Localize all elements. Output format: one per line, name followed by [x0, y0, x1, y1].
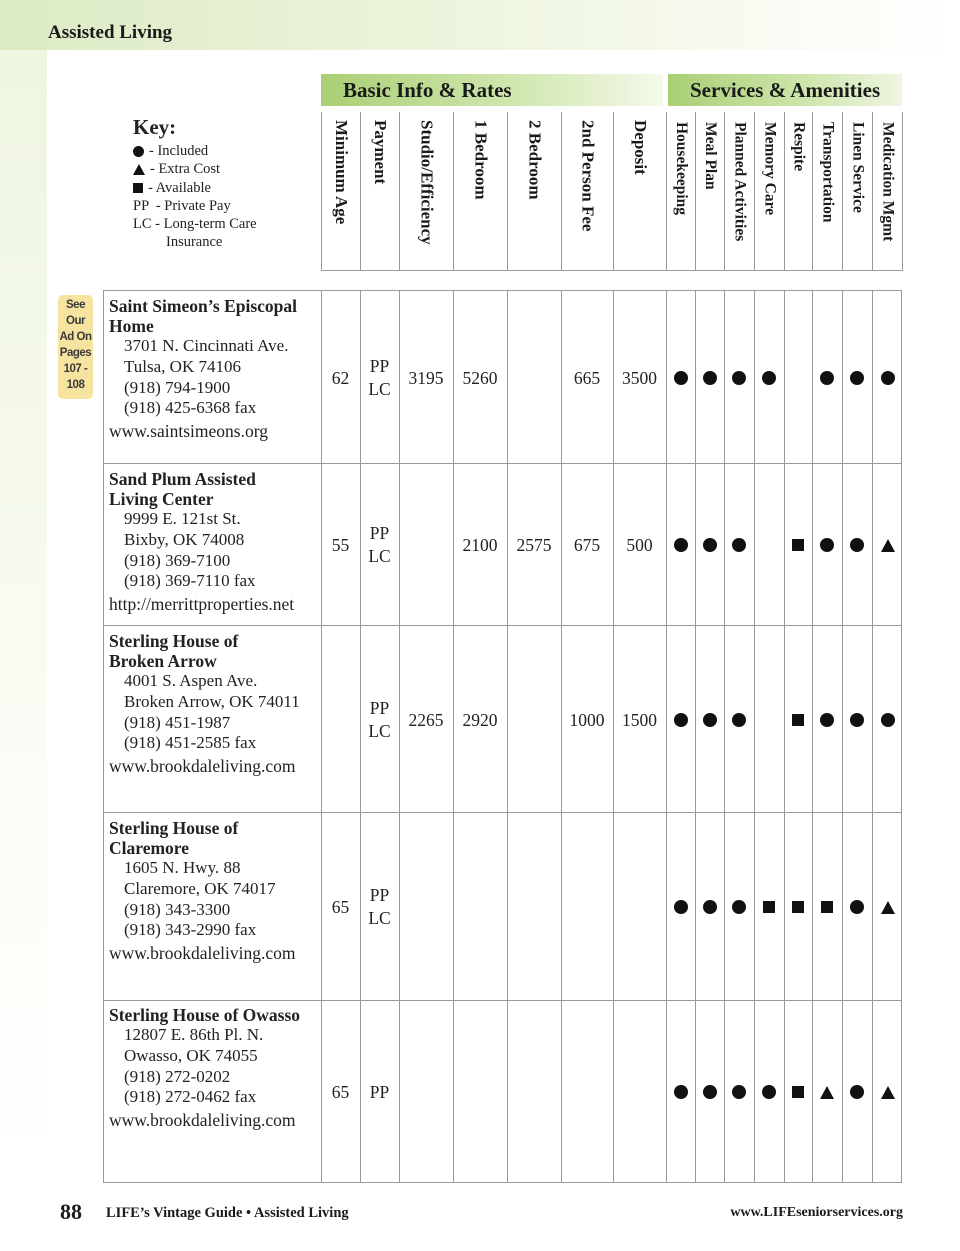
service-cell	[666, 710, 695, 730]
extra-cost-triangle-icon	[881, 539, 895, 552]
see-ad-line: Our	[66, 315, 85, 327]
facility-entry	[109, 818, 295, 964]
facility-phone: (918) 451-1987	[124, 712, 231, 732]
service-cell	[695, 1082, 724, 1102]
see-ad-line: Ad On	[59, 331, 92, 343]
included-dot-icon	[674, 538, 688, 552]
one-bedroom-rate-cell: 2100	[462, 534, 498, 555]
service-cell	[842, 1082, 872, 1102]
included-dot-icon	[732, 1085, 746, 1099]
facility-city: Claremore, OK 74017	[124, 878, 276, 898]
service-cell	[872, 535, 903, 555]
column-header-label: Linen Service	[849, 122, 867, 213]
service-cell	[754, 368, 784, 388]
deposit-cell: 500	[626, 534, 653, 555]
available-square-icon	[763, 901, 775, 913]
see-ad-line: 107 -	[63, 363, 88, 375]
key-lc: LC - Long-term Care	[133, 216, 257, 233]
legend-key	[133, 115, 257, 252]
facility-address: 12807 E. 86th Pl. N.	[124, 1025, 264, 1044]
table-column-divider	[784, 290, 785, 1183]
min-age-cell: 65	[331, 896, 350, 917]
column-header-label: Transportation	[819, 122, 837, 223]
table-row-divider	[103, 812, 902, 813]
service-cell	[666, 1082, 695, 1102]
payment-cell	[360, 697, 399, 743]
service-cell	[695, 535, 724, 555]
payment-type: PP	[369, 698, 390, 718]
facility-name: Sterling House of	[109, 818, 239, 838]
included-dot-icon	[703, 1085, 717, 1099]
facility-fax: (918) 272-0462 fax	[124, 1087, 257, 1107]
facility-phone: (918) 272-0202	[124, 1066, 231, 1086]
available-square-icon	[792, 714, 804, 726]
facility-fax: (918) 425-6368 fax	[124, 398, 257, 418]
facility-phone: (918) 369-7100	[124, 550, 231, 570]
service-cell	[872, 1082, 903, 1102]
included-dot-icon	[820, 713, 834, 727]
service-cell	[666, 368, 695, 388]
payment-cell	[360, 355, 399, 401]
footer-url: www.LIFEseniorservices.org	[730, 1205, 903, 1220]
column-header-planned-activities	[724, 112, 754, 270]
facility-website-link[interactable]: www.brookdaleliving.com	[109, 943, 296, 964]
table-column-divider	[812, 290, 813, 1183]
included-dot-icon	[762, 371, 776, 385]
included-dot-icon	[703, 900, 717, 914]
column-header-label: Medication Mgmt	[879, 122, 897, 242]
facility-address: 9999 E. 121st St.	[124, 509, 241, 528]
column-header-minimum-age	[321, 112, 360, 270]
payment-cell	[360, 1081, 399, 1104]
service-cell	[842, 368, 872, 388]
key-title: Key:	[133, 115, 177, 139]
available-square-icon	[792, 1086, 804, 1098]
facility-website-link[interactable]: www.saintsimeons.org	[109, 421, 268, 442]
column-header-label: 2 Bedroom	[525, 120, 545, 200]
service-cell	[666, 535, 695, 555]
column-header-housekeeping	[666, 112, 695, 270]
included-dot-icon	[732, 713, 746, 727]
service-cell	[784, 710, 812, 730]
included-dot-icon	[850, 713, 864, 727]
column-header-label: Studio/Efficiency	[417, 120, 437, 245]
included-dot-icon	[850, 900, 864, 914]
service-cell	[812, 897, 842, 917]
facility-website-link[interactable]: www.brookdaleliving.com	[109, 1110, 296, 1131]
facility-entry	[109, 1005, 300, 1131]
column-header-meal-plan	[695, 112, 724, 270]
facility-address: 1605 N. Hwy. 88	[124, 858, 241, 877]
service-cell	[666, 897, 695, 917]
one-bedroom-rate-cell: 2920	[462, 709, 498, 730]
second-person-fee-cell: 665	[573, 367, 601, 388]
service-cell	[872, 897, 903, 917]
two-bedroom-rate-cell: 2575	[516, 534, 552, 555]
included-dot-icon	[732, 538, 746, 552]
service-cell	[842, 897, 872, 917]
facility-name-cont: Living Center	[109, 489, 214, 509]
column-header-respite	[784, 112, 812, 270]
table-row-divider	[103, 625, 902, 626]
table-column-divider	[507, 290, 508, 1183]
included-dot-icon	[732, 900, 746, 914]
available-square-icon	[792, 539, 804, 551]
table-row-divider	[103, 463, 902, 464]
facility-entry	[109, 631, 300, 777]
included-dot-icon	[732, 371, 746, 385]
table-column-divider	[666, 290, 667, 1183]
payment-cell	[360, 522, 399, 568]
service-cell	[812, 535, 842, 555]
included-dot-icon	[674, 1085, 688, 1099]
column-header-medication-mgmt	[872, 112, 903, 270]
service-cell	[695, 710, 724, 730]
column-header-label: Minimum Age	[332, 120, 351, 225]
facility-website-link[interactable]: www.brookdaleliving.com	[109, 756, 296, 777]
header-bottom-rule	[321, 270, 903, 271]
key-lc-insurance: Insurance	[166, 234, 223, 251]
extra-cost-triangle-icon	[881, 901, 895, 914]
extra-cost-triangle-icon	[820, 1086, 834, 1099]
column-header-label: Memory Care	[761, 122, 779, 216]
included-dot-icon	[820, 371, 834, 385]
extra-cost-triangle-icon	[133, 164, 145, 175]
included-dot-icon	[881, 371, 895, 385]
facility-name: Sterling House of	[109, 631, 239, 651]
column-header-label: Payment	[371, 120, 390, 185]
facility-entry	[109, 296, 297, 442]
table-column-divider	[695, 290, 696, 1183]
included-dot-icon	[850, 1085, 864, 1099]
table-column-divider	[561, 290, 562, 1183]
table-row-divider	[103, 1000, 902, 1001]
key-extra-cost: - Extra Cost	[150, 161, 221, 178]
basic-info-header: Basic Info & Rates	[321, 74, 663, 106]
service-cell	[724, 710, 754, 730]
included-dot-icon	[762, 1085, 776, 1099]
facility-fax: (918) 369-7110 fax	[124, 571, 256, 591]
second-person-fee-cell: 1000	[569, 709, 605, 730]
studio-rate-cell: 3195	[408, 367, 444, 388]
included-dot-icon	[674, 900, 688, 914]
included-dot-icon	[820, 538, 834, 552]
facility-name-cont: Broken Arrow	[109, 651, 217, 671]
facility-entry	[109, 469, 294, 615]
service-cell	[784, 535, 812, 555]
included-dot-icon	[703, 713, 717, 727]
service-cell	[724, 535, 754, 555]
column-header-label: Deposit	[631, 120, 650, 175]
available-square-icon	[133, 183, 143, 193]
facility-phone: (918) 343-3300	[124, 899, 231, 919]
service-cell	[724, 368, 754, 388]
table-column-divider	[842, 290, 843, 1183]
column-header-studio	[399, 112, 453, 270]
column-header-label: Meal Plan	[702, 122, 719, 190]
facility-name: Sterling House of Owasso	[109, 1005, 301, 1025]
table-column-divider	[613, 290, 614, 1183]
studio-rate-cell: 2265	[408, 709, 444, 730]
table-column-divider	[399, 290, 400, 1183]
included-dot-icon	[703, 538, 717, 552]
extra-cost-triangle-icon	[881, 1086, 895, 1099]
table-column-divider	[453, 290, 454, 1183]
facility-name: Saint Simeon’s Episcopal	[109, 296, 298, 316]
service-cell	[695, 368, 724, 388]
service-cell	[872, 710, 903, 730]
service-cell	[842, 535, 872, 555]
facility-name: Sand Plum Assisted	[109, 469, 256, 489]
facility-city: Tulsa, OK 74106	[124, 356, 241, 376]
key-available: - Available	[148, 179, 211, 196]
see-ad-line: Pages	[59, 347, 92, 359]
see-ad-badge[interactable]	[58, 295, 93, 399]
second-person-fee-cell: 675	[573, 534, 601, 555]
service-cell	[754, 1082, 784, 1102]
payment-type: PP	[369, 523, 390, 543]
column-header-two-bedroom	[507, 112, 561, 270]
side-decor-band	[0, 50, 47, 1180]
service-cell	[724, 897, 754, 917]
facility-name-cont: Home	[109, 316, 154, 336]
key-pp: PP - Private Pay	[133, 197, 231, 214]
included-dot-icon	[850, 371, 864, 385]
payment-type: LC	[368, 546, 391, 566]
services-header: Services & Amenities	[668, 74, 902, 106]
service-cell	[724, 1082, 754, 1102]
service-cell	[784, 897, 812, 917]
available-square-icon	[821, 901, 833, 913]
included-dot-icon	[674, 371, 688, 385]
included-dot-icon	[703, 371, 717, 385]
facility-fax: (918) 451-2585 fax	[124, 733, 257, 753]
deposit-cell: 3500	[622, 367, 657, 388]
service-cell	[812, 368, 842, 388]
column-header-transportation	[812, 112, 842, 270]
column-header-label: Planned Activities	[731, 122, 749, 242]
payment-type: PP	[369, 1081, 390, 1102]
facility-address: 4001 S. Aspen Ave.	[124, 671, 258, 690]
column-header-one-bedroom	[453, 112, 507, 270]
service-cell	[784, 1082, 812, 1102]
facility-city: Bixby, OK 74008	[124, 529, 245, 549]
included-dot-icon	[133, 146, 144, 157]
included-dot-icon	[674, 713, 688, 727]
table-column-divider	[754, 290, 755, 1183]
column-header-payment	[360, 112, 399, 270]
section-title: Assisted Living	[48, 22, 173, 43]
facility-name-cont: Claremore	[109, 838, 190, 858]
service-cell	[695, 897, 724, 917]
column-header-memory-care	[754, 112, 784, 270]
column-header-label: 2nd Person Fee	[578, 120, 598, 232]
column-header-label: Housekeeping	[673, 122, 690, 216]
column-header-linen-service	[842, 112, 872, 270]
footer-title: LIFE’s Vintage Guide • Assisted Living	[106, 1205, 349, 1221]
payment-type: LC	[368, 721, 391, 741]
payment-type: LC	[368, 908, 391, 928]
service-cell	[842, 710, 872, 730]
see-ad-line: See	[66, 299, 85, 311]
one-bedroom-rate-cell: 5260	[462, 367, 498, 388]
payment-type: PP	[369, 885, 390, 905]
deposit-cell: 1500	[622, 709, 657, 730]
table-column-divider	[321, 290, 322, 1183]
available-square-icon	[792, 901, 804, 913]
facility-city: Broken Arrow, OK 74011	[124, 691, 300, 711]
min-age-cell: 65	[331, 1081, 350, 1102]
service-cell	[754, 897, 784, 917]
facility-address: 3701 N. Cincinnati Ave.	[124, 336, 289, 355]
column-header-label: Respite	[790, 122, 808, 172]
included-dot-icon	[850, 538, 864, 552]
service-cell	[872, 368, 903, 388]
facility-website-link[interactable]: http://merrittproperties.net	[109, 594, 295, 615]
payment-type: PP	[369, 356, 390, 376]
min-age-cell: 62	[331, 367, 350, 388]
service-cell	[812, 710, 842, 730]
payment-type: LC	[368, 379, 391, 399]
column-header-label: 1 Bedroom	[471, 120, 491, 200]
included-dot-icon	[881, 713, 895, 727]
column-header-second-person-fee	[561, 112, 613, 270]
min-age-cell: 55	[331, 534, 350, 555]
facility-fax: (918) 343-2990 fax	[124, 920, 257, 940]
page-number: 88	[60, 1199, 82, 1224]
see-ad-line: 108	[66, 379, 85, 391]
payment-cell	[360, 884, 399, 930]
key-included: - Included	[149, 143, 209, 159]
facility-phone: (918) 794-1900	[124, 377, 231, 397]
table-column-divider	[724, 290, 725, 1183]
table-column-divider	[872, 290, 873, 1183]
service-cell	[812, 1082, 842, 1102]
column-header-deposit	[613, 112, 666, 270]
facility-city: Owasso, OK 74055	[124, 1045, 258, 1065]
